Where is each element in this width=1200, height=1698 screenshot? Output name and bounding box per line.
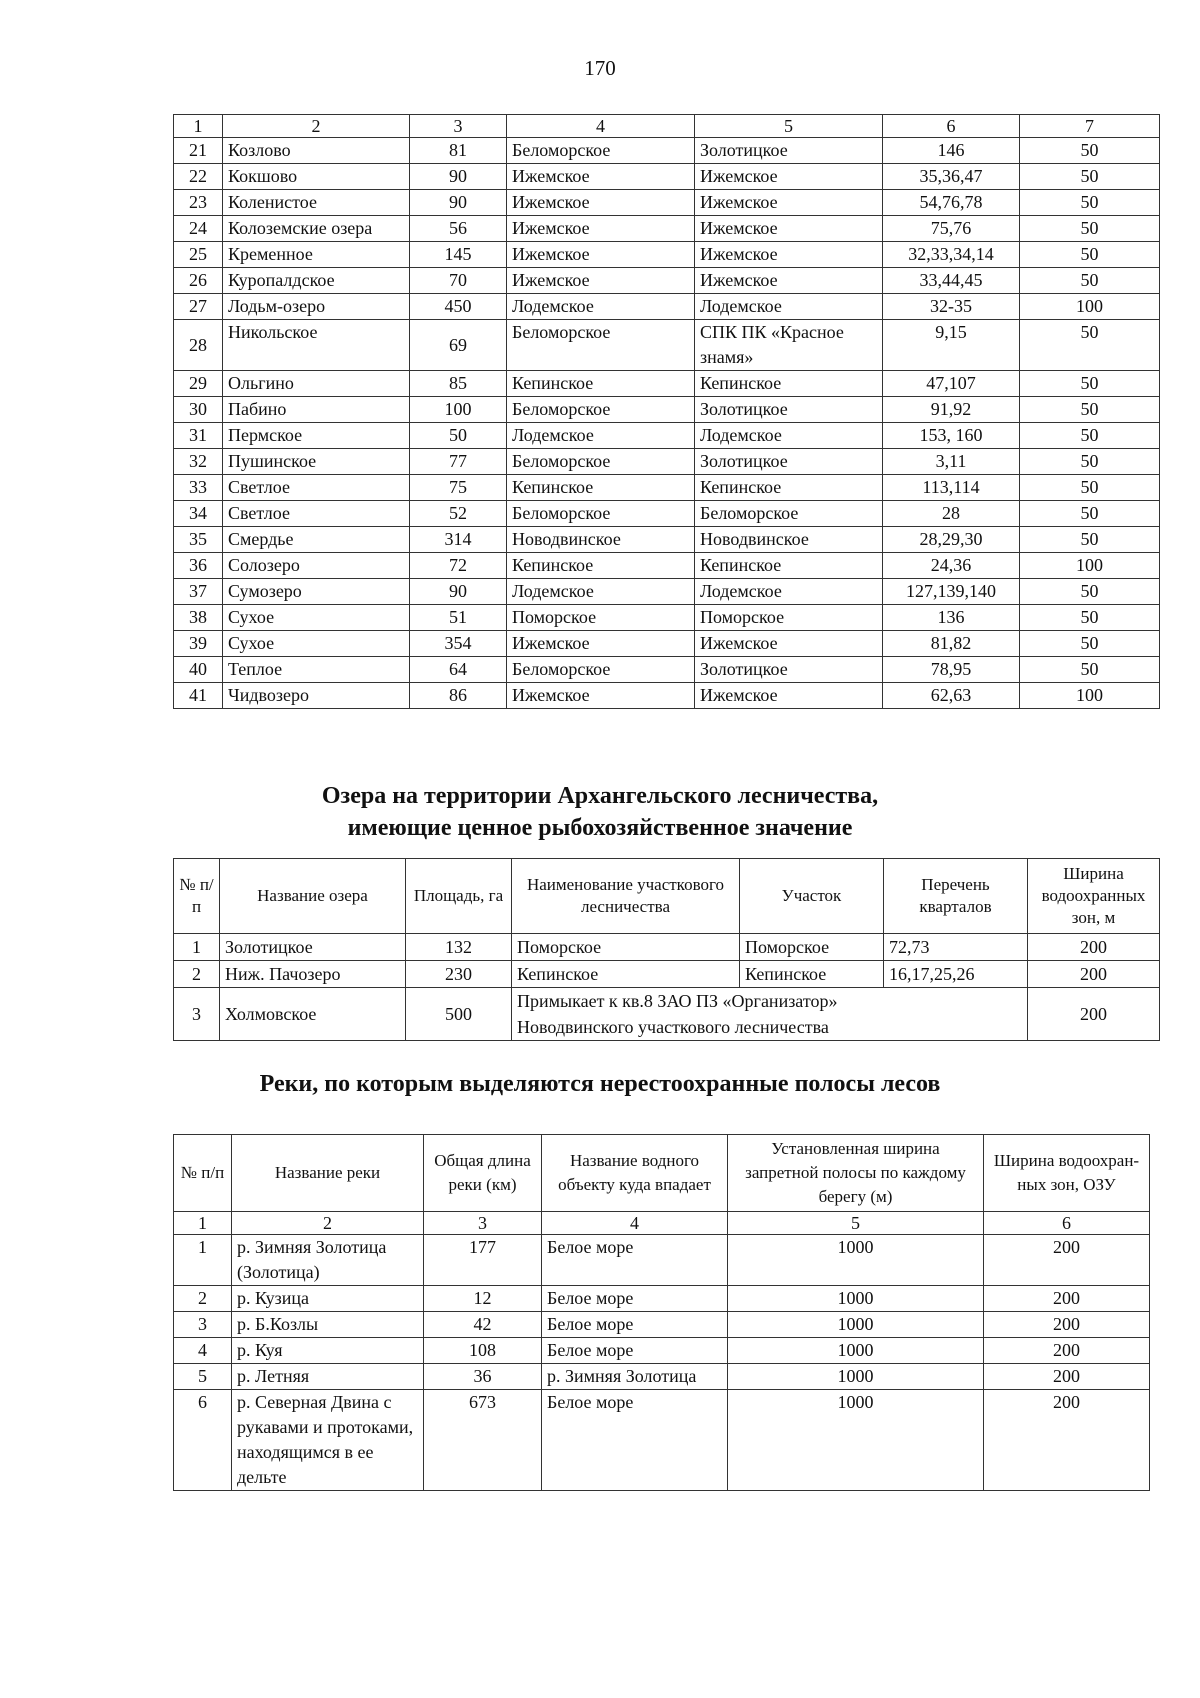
table-cell: Ижемское: [695, 164, 883, 190]
table-cell: 30: [174, 397, 223, 423]
table-row: [174, 527, 1160, 553]
table-cell: Беломорское: [507, 449, 695, 475]
table-cell: 90: [410, 164, 507, 190]
column-header: № п/п: [174, 859, 220, 934]
table-cell: 100: [1020, 553, 1160, 579]
table-cell: 33: [174, 475, 223, 501]
table-cell: 50: [1020, 449, 1160, 475]
table-row: [174, 190, 1160, 216]
column-number: 5: [695, 115, 883, 138]
column-number: 6: [883, 115, 1020, 138]
table-cell: 1000: [728, 1338, 984, 1364]
table-cell: 36: [424, 1364, 542, 1390]
table-cell: 37: [174, 579, 223, 605]
table-row: [174, 657, 1160, 683]
table-cell: р. Кузица: [232, 1286, 424, 1312]
table-cell: Кепинское: [740, 961, 884, 988]
table-cell: Белое море: [542, 1338, 728, 1364]
table-cell: 35,36,47: [883, 164, 1020, 190]
table-cell: 86: [410, 683, 507, 709]
note-line-1: Примыкает к кв.8 ЗАО ПЗ «Организатор»: [517, 991, 838, 1011]
table-cell: 146: [883, 138, 1020, 164]
table-cell: 90: [410, 190, 507, 216]
table-cell: Ижемское: [507, 242, 695, 268]
note-line-2: Новодвинского участкового лесничества: [517, 1017, 829, 1037]
rivers-heading: Реки, по которым выделяются нерестоохранные полосы лесов: [259, 1071, 941, 1097]
column-number-row: [174, 115, 1160, 138]
table-cell: 75: [410, 475, 507, 501]
table-cell: Белое море: [542, 1235, 728, 1286]
table-cell: 50: [1020, 164, 1160, 190]
table-cell: 50: [1020, 423, 1160, 449]
table-row: [174, 320, 1160, 371]
table-cell: 1000: [728, 1390, 984, 1491]
column-number: 2: [232, 1212, 424, 1235]
table-cell: Ижемское: [507, 216, 695, 242]
table-cell: 145: [410, 242, 507, 268]
table-cell: 50: [1020, 371, 1160, 397]
table-cell: 2: [174, 1286, 232, 1312]
column-number: 3: [424, 1212, 542, 1235]
table-cell: Солозеро: [223, 553, 410, 579]
table-cell: Беломорское: [507, 657, 695, 683]
table-cell: Новодвинское: [695, 527, 883, 553]
table-cell: 50: [1020, 475, 1160, 501]
table-cell: 12: [424, 1286, 542, 1312]
table-cell: 31: [174, 423, 223, 449]
table-cell: 75,76: [883, 216, 1020, 242]
table-cell: р. Зимняя Золотица: [542, 1364, 728, 1390]
table-cell: 32-35: [883, 294, 1020, 320]
table-cell: 450: [410, 294, 507, 320]
table-cell: Сухое: [223, 605, 410, 631]
table-cell: 85: [410, 371, 507, 397]
table-cell: Кременное: [223, 242, 410, 268]
table-row: [174, 138, 1160, 164]
table-cell: 314: [410, 527, 507, 553]
column-number-row: [174, 1212, 1150, 1235]
table-cell: 100: [1020, 683, 1160, 709]
rivers-table: [173, 1134, 1150, 1491]
table-cell: Козлово: [223, 138, 410, 164]
table-cell: Чидвозеро: [223, 683, 410, 709]
table-cell: 132: [406, 934, 512, 961]
heading-line-1: Озера на территории Архангельского лесничества,: [321, 783, 879, 809]
column-header: Общая длина реки (км): [424, 1135, 542, 1212]
table-cell: 4: [174, 1338, 232, 1364]
table-cell: Ижемское: [695, 268, 883, 294]
table-cell: 72: [410, 553, 507, 579]
column-header: Название реки: [232, 1135, 424, 1212]
table-cell: Кепинское: [507, 371, 695, 397]
table-cell: 27: [174, 294, 223, 320]
table-cell: Лодемское: [695, 294, 883, 320]
table-cell: Светлое: [223, 501, 410, 527]
table-cell: 127,139,140: [883, 579, 1020, 605]
table-cell: 50: [1020, 320, 1160, 371]
table-cell: Белое море: [542, 1312, 728, 1338]
table-row: [174, 1312, 1150, 1338]
table-cell: Кокшово: [223, 164, 410, 190]
table-cell: Кепинское: [507, 475, 695, 501]
table-cell: 40: [174, 657, 223, 683]
table-cell: 16,17,25,26: [884, 961, 1028, 988]
table-cell: Никольское: [223, 320, 410, 371]
table-cell: 24: [174, 216, 223, 242]
table-cell: 500: [406, 988, 512, 1041]
merged-note-cell: [512, 988, 1028, 1041]
table-cell: 50: [1020, 138, 1160, 164]
table-cell: 28: [174, 320, 223, 371]
table-row: [174, 683, 1160, 709]
table-cell: Сумозеро: [223, 579, 410, 605]
table-cell: 50: [1020, 657, 1160, 683]
column-header: Наименование участкового лесничества: [512, 859, 740, 934]
table-cell: 100: [1020, 294, 1160, 320]
table-cell: 91,92: [883, 397, 1020, 423]
column-number: 1: [174, 1212, 232, 1235]
table-cell: 23: [174, 190, 223, 216]
table-row: [174, 1235, 1150, 1286]
table-cell: 200: [984, 1235, 1150, 1286]
table-cell: Кепинское: [695, 475, 883, 501]
table-cell: Лодемское: [507, 423, 695, 449]
table-cell: 70: [410, 268, 507, 294]
column-number: 5: [728, 1212, 984, 1235]
column-number: 2: [223, 115, 410, 138]
table-cell: 22: [174, 164, 223, 190]
column-number: 4: [507, 115, 695, 138]
column-header: Ширина водоохранных зон, м: [1028, 859, 1160, 934]
table-cell: 50: [1020, 216, 1160, 242]
table-cell: 200: [984, 1364, 1150, 1390]
table-cell: 50: [1020, 579, 1160, 605]
table-cell: 200: [984, 1390, 1150, 1491]
table-cell: Золотицкое: [695, 657, 883, 683]
column-header: Установленная ширина запретной полосы по каждому берегу (м): [728, 1135, 984, 1212]
table-cell: 54,76,78: [883, 190, 1020, 216]
table-cell: 113,114: [883, 475, 1020, 501]
table-cell: 230: [406, 961, 512, 988]
table-cell: 26: [174, 268, 223, 294]
table-cell: 33,44,45: [883, 268, 1020, 294]
table-cell: 3: [174, 988, 220, 1041]
table-cell: 28: [883, 501, 1020, 527]
table-cell: 25: [174, 242, 223, 268]
table-cell: 9,15: [883, 320, 1020, 371]
table-cell: Ольгино: [223, 371, 410, 397]
table-cell: Сухое: [223, 631, 410, 657]
table-cell: 50: [1020, 605, 1160, 631]
table-cell: 50: [1020, 397, 1160, 423]
column-header: Название озера: [220, 859, 406, 934]
table-cell: Лодемское: [507, 294, 695, 320]
table-cell: 28,29,30: [883, 527, 1020, 553]
table-cell: 354: [410, 631, 507, 657]
table-cell: Коленистое: [223, 190, 410, 216]
column-header: Ширина водоохран-ных зон, ОЗУ: [984, 1135, 1150, 1212]
table-cell: Поморское: [695, 605, 883, 631]
table-cell: 90: [410, 579, 507, 605]
table-cell: Беломорское: [695, 501, 883, 527]
table-row: [174, 1364, 1150, 1390]
table-row: [174, 371, 1160, 397]
table-cell: Ижемское: [507, 268, 695, 294]
table-row: [174, 294, 1160, 320]
table-cell: Поморское: [512, 934, 740, 961]
table-cell: Новодвинское: [507, 527, 695, 553]
table-cell: Ниж. Пачозеро: [220, 961, 406, 988]
table-row: [174, 216, 1160, 242]
table-cell: 200: [984, 1286, 1150, 1312]
table-cell: 1000: [728, 1286, 984, 1312]
table-cell: 200: [1028, 961, 1160, 988]
table-cell: 50: [1020, 190, 1160, 216]
column-number: 7: [1020, 115, 1160, 138]
table-cell: 77: [410, 449, 507, 475]
table-cell: Смердье: [223, 527, 410, 553]
table-cell: р. Зимняя Золотица (Золотица): [232, 1235, 424, 1286]
column-header: Участок: [740, 859, 884, 934]
table-cell: Лодемское: [507, 579, 695, 605]
table-cell: 200: [984, 1338, 1150, 1364]
table-cell: Ижемское: [695, 242, 883, 268]
table-cell: 78,95: [883, 657, 1020, 683]
table-row: [174, 1338, 1150, 1364]
table-cell: 50: [1020, 527, 1160, 553]
table-cell: Беломорское: [507, 397, 695, 423]
table-row: [174, 579, 1160, 605]
table-cell: Беломорское: [507, 320, 695, 371]
table-cell: 200: [1028, 988, 1160, 1041]
table-cell: Беломорское: [507, 138, 695, 164]
table-cell: 47,107: [883, 371, 1020, 397]
table-cell: Кепинское: [507, 553, 695, 579]
table-cell: 673: [424, 1390, 542, 1491]
table-row: [174, 423, 1160, 449]
table-row: [174, 475, 1160, 501]
table-cell: Куропалдское: [223, 268, 410, 294]
table-cell: Поморское: [740, 934, 884, 961]
table-cell: 64: [410, 657, 507, 683]
table-cell: Светлое: [223, 475, 410, 501]
table-cell: 38: [174, 605, 223, 631]
table-cell: 108: [424, 1338, 542, 1364]
table-cell: 81: [410, 138, 507, 164]
table-row: [174, 501, 1160, 527]
table-cell: 50: [1020, 501, 1160, 527]
table-cell: 200: [984, 1312, 1150, 1338]
table-cell: Пушинское: [223, 449, 410, 475]
table-cell: 5: [174, 1364, 232, 1390]
column-number: 1: [174, 115, 223, 138]
fishery-lakes-table: [173, 858, 1160, 1041]
table-cell: 39: [174, 631, 223, 657]
table-cell: Кепинское: [512, 961, 740, 988]
column-header: Название водного объекту куда впадает: [542, 1135, 728, 1212]
table-cell: 32,33,34,14: [883, 242, 1020, 268]
table-cell: р. Северная Двина с рукавами и протоками, находящимся в ее дельте: [232, 1390, 424, 1491]
table-cell: 51: [410, 605, 507, 631]
table-cell: Ижемское: [507, 164, 695, 190]
table-cell: р. Куя: [232, 1338, 424, 1364]
table-cell: 3,11: [883, 449, 1020, 475]
table-row: [174, 397, 1160, 423]
table-cell: Холмовское: [220, 988, 406, 1041]
table-cell: 32: [174, 449, 223, 475]
table-cell: Пермское: [223, 423, 410, 449]
table-cell: 153, 160: [883, 423, 1020, 449]
table-cell: Кепинское: [695, 553, 883, 579]
table-cell: 200: [1028, 934, 1160, 961]
table-cell: Ижемское: [695, 216, 883, 242]
table-row: [174, 449, 1160, 475]
table-cell: 52: [410, 501, 507, 527]
table-row: [174, 631, 1160, 657]
table-cell: СПК ПК «Красное знамя»: [695, 320, 883, 371]
table-cell: 36: [174, 553, 223, 579]
table-cell: Ижемское: [695, 683, 883, 709]
table-cell: 1: [174, 934, 220, 961]
table-cell: Кепинское: [695, 371, 883, 397]
table-cell: Беломорское: [507, 501, 695, 527]
table-row: [174, 934, 1160, 961]
table-cell: 100: [410, 397, 507, 423]
table-row: [174, 605, 1160, 631]
table-cell: 34: [174, 501, 223, 527]
table-cell: Белое море: [542, 1390, 728, 1491]
table-cell: 29: [174, 371, 223, 397]
table-row: [174, 268, 1160, 294]
table-cell: Лодемское: [695, 579, 883, 605]
table-cell: р. Б.Козлы: [232, 1312, 424, 1338]
table-row: [174, 242, 1160, 268]
table-cell: Золотицкое: [695, 449, 883, 475]
table-cell: Ижемское: [695, 631, 883, 657]
column-header: Площадь, га: [406, 859, 512, 934]
table-cell: 41: [174, 683, 223, 709]
table-cell: 42: [424, 1312, 542, 1338]
table-cell: 1: [174, 1235, 232, 1286]
table-cell: р. Летняя: [232, 1364, 424, 1390]
table-cell: 50: [410, 423, 507, 449]
column-number: 4: [542, 1212, 728, 1235]
table-cell: 2: [174, 961, 220, 988]
table-cell: Золотицкое: [220, 934, 406, 961]
lakes-fishery-heading: [0, 780, 1200, 844]
table-cell: 24,36: [883, 553, 1020, 579]
table-cell: Ижемское: [507, 631, 695, 657]
table-cell: Ижемское: [695, 190, 883, 216]
table-cell: 21: [174, 138, 223, 164]
table-cell: Колоземские озера: [223, 216, 410, 242]
table-cell: 1000: [728, 1312, 984, 1338]
table-row: [174, 553, 1160, 579]
table-cell: 6: [174, 1390, 232, 1491]
table-cell: 1000: [728, 1235, 984, 1286]
table-cell: Поморское: [507, 605, 695, 631]
heading-line-2: имеющие ценное рыбохозяйственное значение: [347, 815, 853, 841]
column-header: Перечень кварталов: [884, 859, 1028, 934]
table-cell: Лодьм-озеро: [223, 294, 410, 320]
table-cell: 3: [174, 1312, 232, 1338]
table-row: [174, 1390, 1150, 1491]
table-row: [174, 961, 1160, 988]
table-cell: 136: [883, 605, 1020, 631]
column-number: 3: [410, 115, 507, 138]
table-cell: 72,73: [884, 934, 1028, 961]
table-cell: Золотицкое: [695, 138, 883, 164]
column-header: № п/п: [174, 1135, 232, 1212]
lakes-continuation-table: [173, 114, 1160, 709]
table-cell: Теплое: [223, 657, 410, 683]
table-cell: 35: [174, 527, 223, 553]
page-number: 170: [584, 56, 616, 80]
table-cell: 50: [1020, 631, 1160, 657]
table-cell: Лодемское: [695, 423, 883, 449]
table-cell: Золотицкое: [695, 397, 883, 423]
table-cell: 62,63: [883, 683, 1020, 709]
table-cell: 1000: [728, 1364, 984, 1390]
table-row: [174, 988, 1160, 1041]
column-number: 6: [984, 1212, 1150, 1235]
table-cell: 177: [424, 1235, 542, 1286]
table-row: [174, 1286, 1150, 1312]
table-cell: Белое море: [542, 1286, 728, 1312]
table-cell: Ижемское: [507, 683, 695, 709]
table-cell: Пабино: [223, 397, 410, 423]
table-row: [174, 164, 1160, 190]
table-cell: 69: [410, 320, 507, 371]
table-cell: 50: [1020, 268, 1160, 294]
table-cell: 50: [1020, 242, 1160, 268]
table-cell: Ижемское: [507, 190, 695, 216]
table-cell: 81,82: [883, 631, 1020, 657]
table-cell: 56: [410, 216, 507, 242]
